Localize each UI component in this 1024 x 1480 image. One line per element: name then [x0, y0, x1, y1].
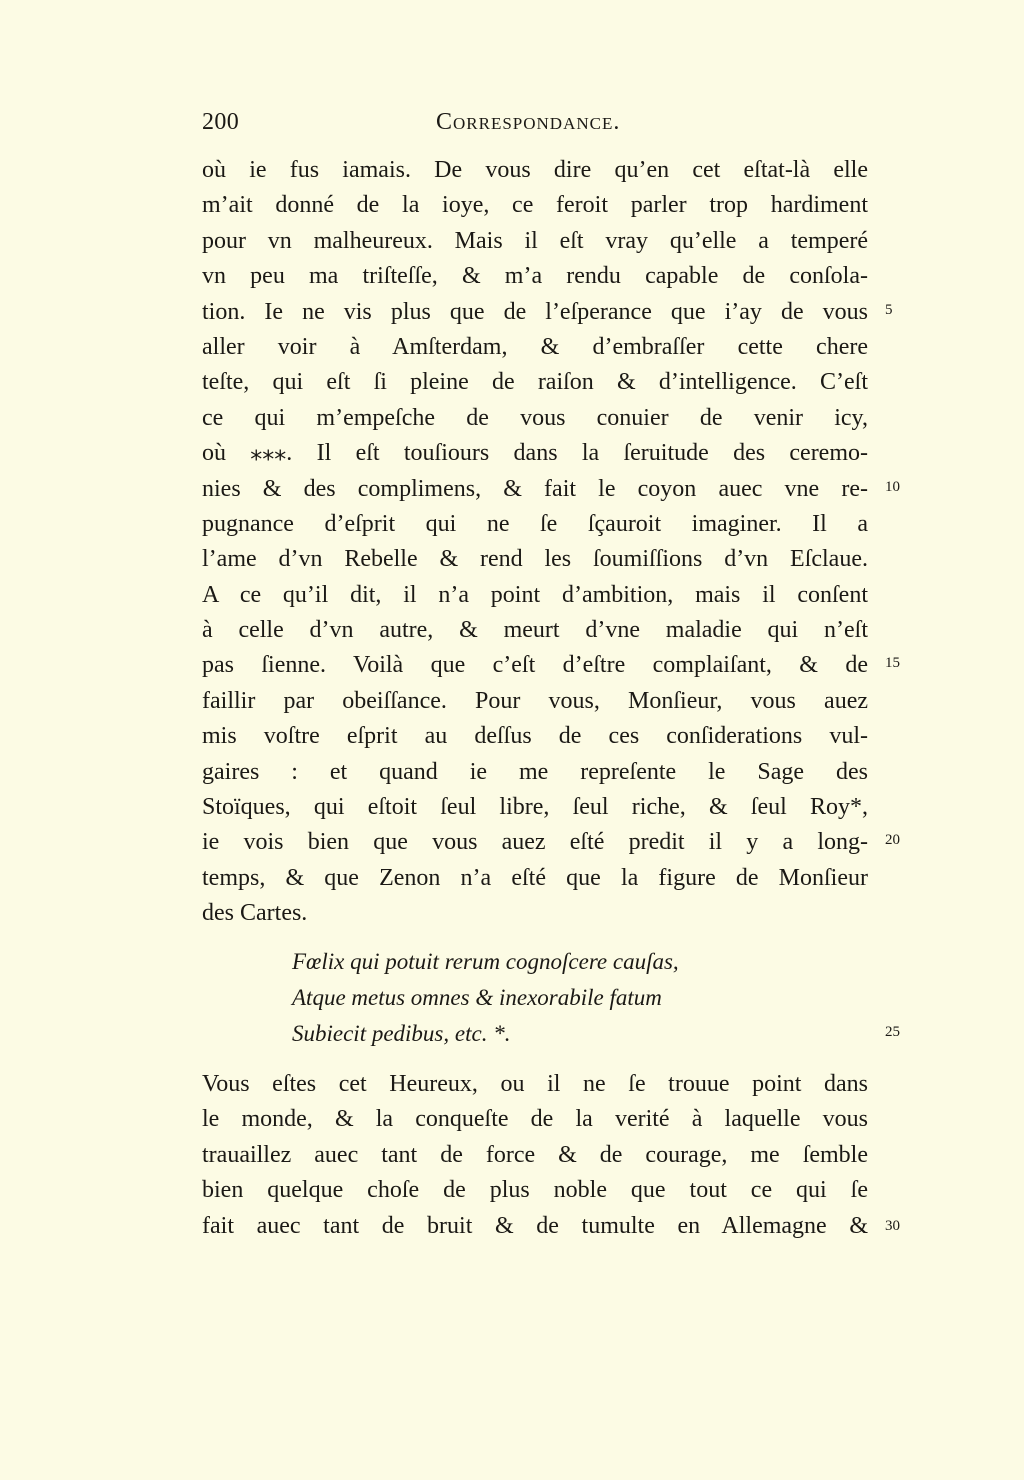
text-line: le monde, & la conqueſte de la verité à laquelle vous: [202, 1106, 868, 1133]
paragraph-2: [202, 1067, 868, 1244]
text-line: bien quelque choſe de plus noble que tout ce qui ſe: [202, 1177, 868, 1204]
text-line: vn peu ma triſteſſe, & m’a rendu capable de conſola-: [202, 263, 868, 290]
running-title: Correspondance.: [436, 109, 621, 135]
verse-line: Fœlix qui potuit rerum cognoſcere cauſas,: [292, 949, 679, 974]
paragraph-1: [202, 153, 868, 932]
text-line: mis voſtre eſprit au deſſus de ces conſiderations vul-: [202, 723, 868, 750]
text-line: tion. Ie ne vis plus que de l’eſperance que i’ay de vous: [202, 298, 868, 325]
text-line: où ie fus iamais. De vous dire qu’en cet eſtat-là elle: [202, 157, 868, 183]
text-line: des Cartes.: [202, 900, 308, 927]
text-line: pour vn malheureux. Mais il eſt vray qu’elle a temperé: [202, 227, 868, 254]
text-line: temps, & que Zenon n’a eſté que la figure de Monſieur: [202, 864, 868, 891]
text-line: m’ait donné de la ioye, ce feroit parler trop hardiment: [202, 192, 868, 219]
text-line: pugnance d’eſprit qui ne ſe ſçauroit imaginer. Il a: [202, 510, 868, 537]
text-line: aller voir à Amſterdam, & d’embraſſer cette chere: [202, 333, 868, 360]
text-line: ce qui m’empeſche de vous conuier de venir icy,: [202, 404, 868, 431]
text-line: trauaillez auec tant de force & de courage, me ſemble: [202, 1141, 868, 1168]
text-line: pas ſienne. Voilà que c’eſt d’eſtre complaiſant, & de: [202, 652, 868, 679]
line-number: 15: [885, 655, 900, 671]
text-line: où ⁎⁎⁎. Il eſt touſiours dans la ſeruitude des ceremo-: [202, 440, 868, 467]
line-number-margin: [885, 0, 925, 1480]
line-number: 25: [885, 1024, 900, 1040]
line-number: 20: [885, 832, 900, 848]
text-line: Vous eſtes cet Heureux, ou il ne ſe trouue point dans: [202, 1071, 868, 1097]
text-line: à celle d’vn autre, & meurt d’vne maladie qui n’eſt: [202, 617, 868, 644]
verse-line: Subiecit pedibus, etc. *.: [292, 1021, 511, 1046]
verse-line: Atque metus omnes & inexorabile fatum: [292, 985, 662, 1010]
text-line: nies & des complimens, & fait le coyon auec vne re-: [202, 475, 868, 502]
line-number: 30: [885, 1218, 900, 1234]
page-number: 200: [202, 109, 240, 135]
text-line: A ce qu’il dit, il n’a point d’ambition, mais il conſent: [202, 581, 868, 608]
text-line: ie vois bien que vous auez eſté predit il y a long-: [202, 829, 868, 856]
latin-verse: [292, 944, 812, 1052]
text-line: fait auec tant de bruit & de tumulte en Allemagne &: [202, 1212, 868, 1239]
line-number: 10: [885, 479, 900, 495]
text-line: faillir par obeiſſance. Pour vous, Monſieur, vous auez: [202, 687, 868, 714]
text-line: Stoïques, qui eſtoit ſeul libre, ſeul riche, & ſeul Roy*,: [202, 794, 868, 821]
text-line: l’ame d’vn Rebelle & rend les ſoumiſſions d’vn Eſclaue.: [202, 546, 868, 573]
text-line: gaires : et quand ie me repreſente le Sage des: [202, 758, 868, 785]
line-number: 5: [885, 302, 893, 318]
text-line: teſte, qui eſt ſi pleine de raiſon & d’intelligence. C’eſt: [202, 369, 868, 396]
page-header: [202, 104, 868, 140]
